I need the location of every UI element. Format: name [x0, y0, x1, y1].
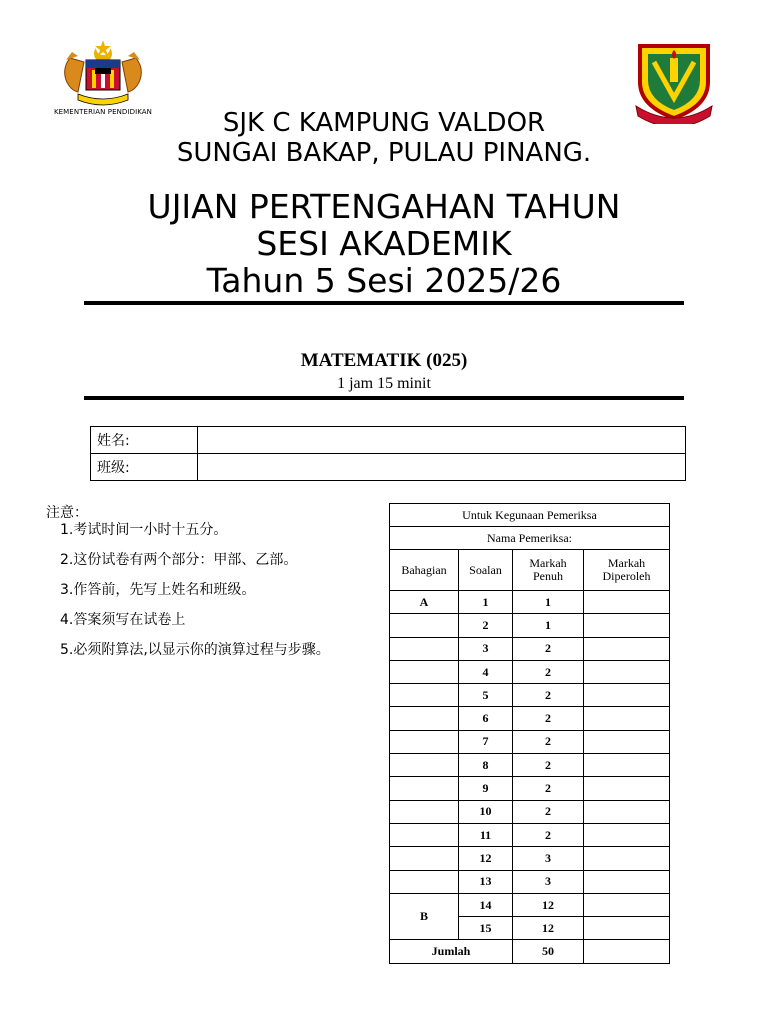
- section-cell: [390, 847, 459, 870]
- question-cell: 1: [459, 591, 513, 614]
- obtained-marks-cell[interactable]: [584, 893, 670, 916]
- section-cell: [390, 684, 459, 707]
- full-marks-cell: 2: [513, 684, 584, 707]
- table-row: [390, 707, 670, 730]
- table-row: [390, 614, 670, 637]
- obtained-marks-cell[interactable]: [584, 614, 670, 637]
- obtained-marks-cell[interactable]: [584, 660, 670, 683]
- divider: [84, 396, 684, 400]
- student-info-table: [90, 426, 686, 481]
- obtained-marks-cell[interactable]: [584, 917, 670, 940]
- obtained-marks-cell[interactable]: [584, 800, 670, 823]
- col-header-obtained-marks: Markah Diperoleh: [584, 550, 670, 591]
- obtained-marks-cell[interactable]: [584, 754, 670, 777]
- section-cell: A: [390, 591, 459, 614]
- full-marks-cell: 1: [513, 614, 584, 637]
- table-row: [390, 637, 670, 660]
- section-cell: [390, 707, 459, 730]
- instruction-item: 2.这份试卷有两个部分：甲部、乙部。: [60, 552, 298, 568]
- section-cell: [390, 754, 459, 777]
- question-cell: 8: [459, 754, 513, 777]
- school-address: SUNGAI BAKAP, PULAU PINANG.: [176, 138, 592, 168]
- class-field[interactable]: [198, 454, 686, 481]
- question-cell: 15: [459, 917, 513, 940]
- exam-session: SESI AKADEMIK: [256, 224, 512, 263]
- total-row: [390, 940, 670, 963]
- instruction-item: 4.答案须写在试卷上: [60, 612, 186, 628]
- section-cell: [390, 614, 459, 637]
- section-cell: [390, 800, 459, 823]
- table-row: [390, 893, 670, 916]
- col-header-question: Soalan: [459, 550, 513, 591]
- total-full-marks: 50: [513, 940, 584, 963]
- exam-duration: 1 jam 15 minit: [337, 375, 431, 392]
- question-cell: 14: [459, 893, 513, 916]
- school-name: SJK C KAMPUNG VALDOR: [222, 108, 546, 138]
- name-field[interactable]: [198, 427, 686, 454]
- name-label: 姓名:: [91, 427, 198, 454]
- instructions-heading: 注意：: [46, 505, 88, 521]
- question-cell: 7: [459, 730, 513, 753]
- full-marks-cell: 2: [513, 777, 584, 800]
- section-cell: [390, 637, 459, 660]
- exam-year: Tahun 5 Sesi 2025/26: [206, 261, 562, 300]
- table-row: [390, 847, 670, 870]
- total-label: Jumlah: [390, 940, 513, 963]
- examiner-table-title: Untuk Kegunaan Pemeriksa: [390, 504, 670, 527]
- name-row: [91, 427, 686, 454]
- exam-title: UJIAN PERTENGAHAN TAHUN: [147, 187, 621, 226]
- table-row: [390, 754, 670, 777]
- obtained-marks-cell[interactable]: [584, 637, 670, 660]
- obtained-marks-cell[interactable]: [584, 847, 670, 870]
- full-marks-cell: 2: [513, 730, 584, 753]
- full-marks-cell: 3: [513, 847, 584, 870]
- full-marks-cell: 12: [513, 917, 584, 940]
- table-row: [390, 684, 670, 707]
- question-cell: 4: [459, 660, 513, 683]
- coat-of-arms-icon: [48, 38, 158, 106]
- col-header-section: Bahagian: [390, 550, 459, 591]
- table-row: [390, 777, 670, 800]
- question-cell: 3: [459, 637, 513, 660]
- table-row: [390, 591, 670, 614]
- instruction-item: 3.作答前，先写上姓名和班级。: [60, 582, 256, 598]
- instruction-item: 1.考试时间一小时十五分。: [60, 522, 228, 538]
- table-row: [390, 870, 670, 893]
- full-marks-cell: 2: [513, 637, 584, 660]
- question-cell: 9: [459, 777, 513, 800]
- instruction-item: 5.必须附算法,以显示你的演算过程与步骤。: [60, 642, 330, 658]
- section-cell: [390, 730, 459, 753]
- obtained-marks-cell[interactable]: [584, 870, 670, 893]
- section-cell: [390, 660, 459, 683]
- question-cell: 5: [459, 684, 513, 707]
- question-cell: 2: [459, 614, 513, 637]
- obtained-marks-cell[interactable]: [584, 707, 670, 730]
- full-marks-cell: 2: [513, 800, 584, 823]
- class-row: [91, 454, 686, 481]
- total-obtained-marks[interactable]: [584, 940, 670, 963]
- class-label: 班级:: [91, 454, 198, 481]
- examiner-name-label: Nama Pemeriksa:: [390, 527, 670, 550]
- instructions-list: [60, 519, 330, 669]
- full-marks-cell: 2: [513, 660, 584, 683]
- ministry-label: KEMENTERIAN PENDIDIKAN: [53, 108, 153, 116]
- divider: [84, 301, 684, 305]
- question-cell: 6: [459, 707, 513, 730]
- table-row: [390, 730, 670, 753]
- obtained-marks-cell[interactable]: [584, 823, 670, 846]
- full-marks-cell: 12: [513, 893, 584, 916]
- table-row: [390, 800, 670, 823]
- col-header-full-marks: Markah Penuh: [513, 550, 584, 591]
- section-cell: [390, 823, 459, 846]
- section-cell: [390, 870, 459, 893]
- full-marks-cell: 3: [513, 870, 584, 893]
- question-cell: 10: [459, 800, 513, 823]
- obtained-marks-cell[interactable]: [584, 777, 670, 800]
- full-marks-cell: 2: [513, 754, 584, 777]
- full-marks-cell: 2: [513, 823, 584, 846]
- question-cell: 11: [459, 823, 513, 846]
- obtained-marks-cell[interactable]: [584, 591, 670, 614]
- table-row: [390, 823, 670, 846]
- full-marks-cell: 1: [513, 591, 584, 614]
- examiner-table: [389, 503, 670, 964]
- subject-title: MATEMATIK (025): [300, 350, 468, 371]
- full-marks-cell: 2: [513, 707, 584, 730]
- obtained-marks-cell[interactable]: [584, 684, 670, 707]
- question-cell: 12: [459, 847, 513, 870]
- table-row: [390, 660, 670, 683]
- section-cell: [390, 777, 459, 800]
- section-cell: B: [390, 893, 459, 940]
- question-cell: 13: [459, 870, 513, 893]
- obtained-marks-cell[interactable]: [584, 730, 670, 753]
